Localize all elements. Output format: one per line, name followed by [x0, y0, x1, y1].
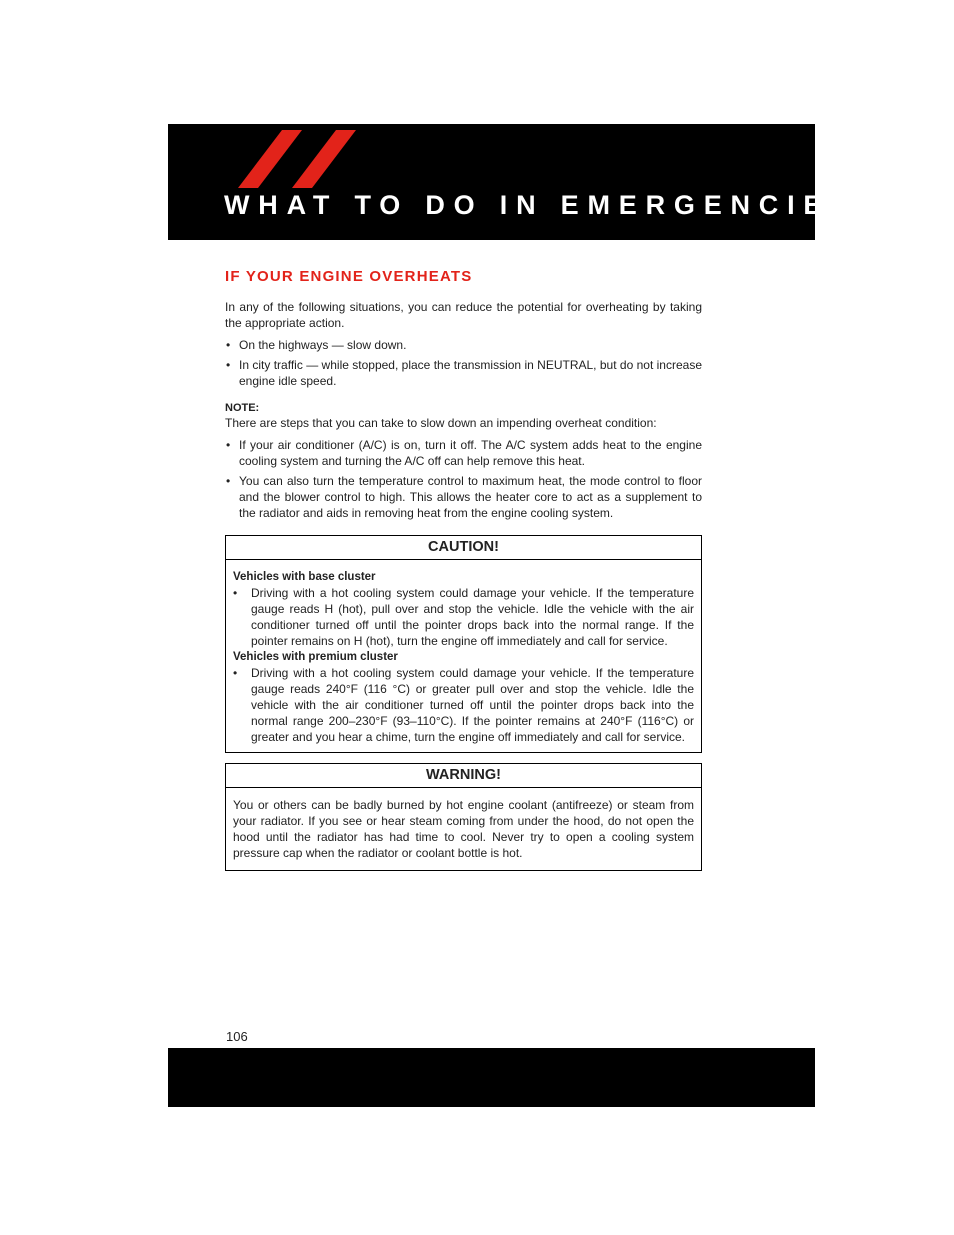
- base-cluster-label: Vehicles with base cluster: [233, 571, 376, 583]
- warning-title: WARNING!: [226, 764, 701, 788]
- caution-title: CAUTION!: [226, 536, 701, 560]
- premium-cluster-list: [233, 665, 694, 745]
- list-item: • If your air conditioner (A/C) is on, turn it off. The A/C system adds heat to the engine cooling system and turning the A/C off can help remove this heat.: [225, 437, 702, 469]
- warning-text: You or others can be badly burned by hot engine coolant (antifreeze) or steam from your radiator. If you see or hear steam coming from under the hood, do not open the hood until the radiator has had time to cool. Never try to open a cooling system pressure cap when the radiator or coolant bottle is hot.: [233, 798, 694, 860]
- list-item: • Driving with a hot cooling system could damage your vehicle. If the temperature gauge reads H (hot), pull over and stop the vehicle. Idle the vehicle with the air conditioner turned off until the pointer drops back into the normal range. If the pointer remains on H (hot), turn the engine off immediately and call for service.: [233, 585, 694, 649]
- list-item: • You can also turn the temperature control to maximum heat, the mode control to floor and the blower control to high. This allows the heater core to act as a supplement to the radiator and aids in removing heat from the engine cooling system.: [225, 473, 702, 521]
- note-text: There are steps that you can take to slow down an impending overheat condition:: [225, 416, 657, 430]
- section-title: IF YOUR ENGINE OVERHEATS: [225, 268, 473, 285]
- situation-list: [225, 337, 702, 389]
- list-item: • In city traffic — while stopped, place the transmission in NEUTRAL, but do not increase engine idle speed.: [225, 357, 702, 389]
- intro-paragraph: In any of the following situations, you can reduce the potential for overheating by taking the appropriate action.: [225, 300, 702, 330]
- brand-stripes-icon: [238, 130, 358, 190]
- base-cluster-list: [233, 585, 694, 649]
- chapter-header-band: [168, 124, 858, 240]
- note-label: NOTE:: [225, 402, 260, 414]
- caution-body: [226, 560, 701, 752]
- footer-band: [168, 1048, 815, 1107]
- warning-box: [225, 763, 702, 871]
- caution-box: [225, 535, 702, 753]
- note-list: [225, 437, 702, 521]
- main-content: [225, 268, 702, 871]
- list-item: • Driving with a hot cooling system could damage your vehicle. If the temperature gauge reads 240°F (116 °C) or greater pull over and stop the vehicle. Idle the vehicle with the air conditioner turned off until the pointer drops back into the normal range 200–230°F (93–110°C). If the pointer remains at 240°F (116°C) or greater and you hear a chime, turn the engine off immediately and call for service.: [233, 665, 694, 745]
- premium-cluster-label: Vehicles with premium cluster: [233, 651, 398, 663]
- list-item: • On the highways — slow down.: [225, 337, 702, 353]
- chapter-title: WHAT TO DO IN EMERGENCIES: [224, 190, 858, 220]
- warning-body: [226, 788, 701, 870]
- page-number: 106: [226, 1029, 248, 1044]
